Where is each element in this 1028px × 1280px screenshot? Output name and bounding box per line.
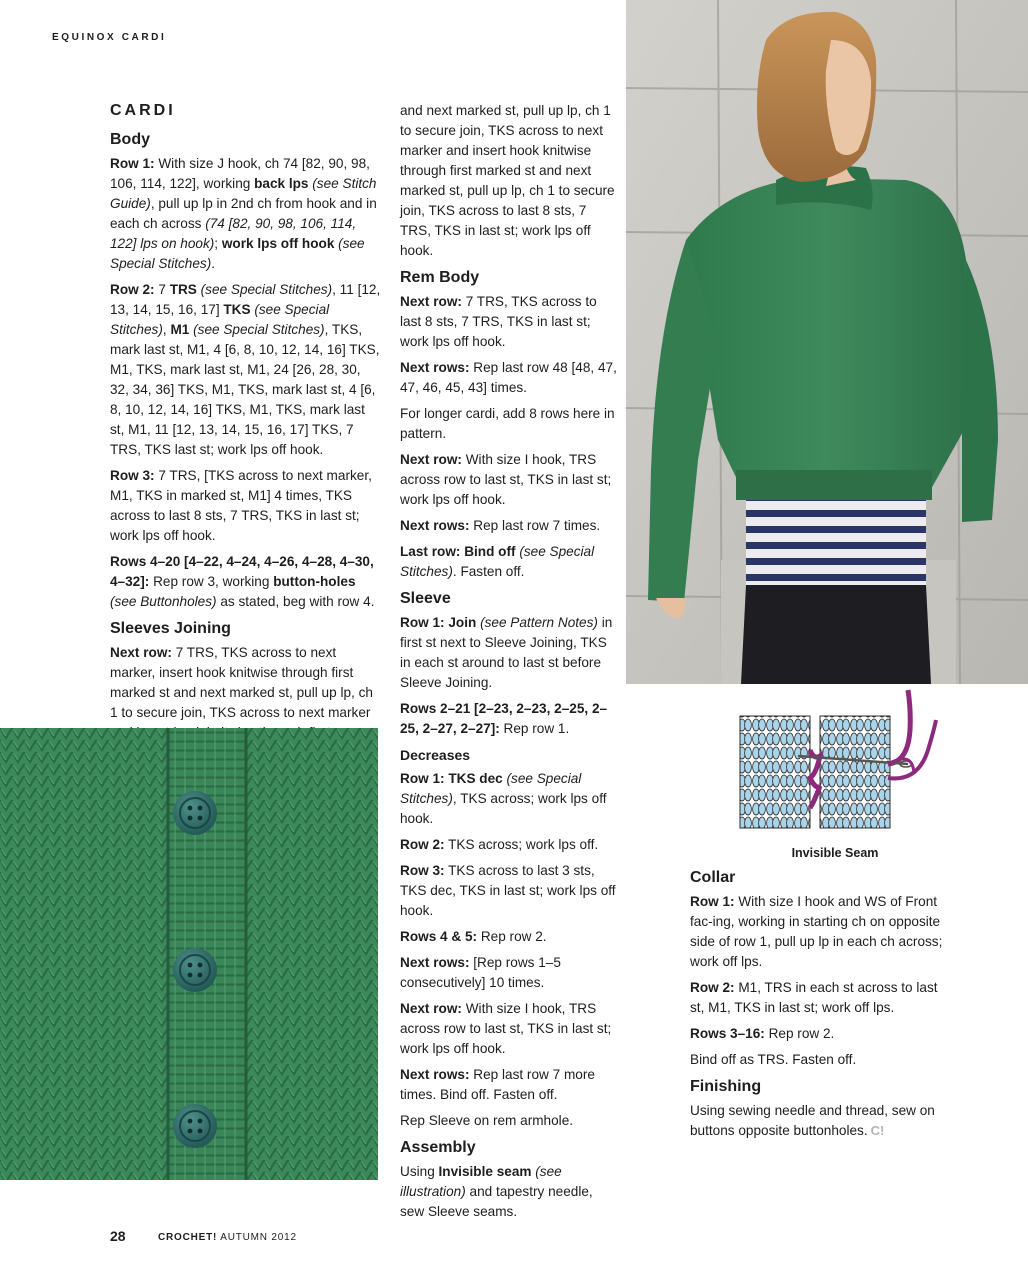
- collar-bind-off: Bind off as TRS. Fasten off.: [690, 1052, 857, 1067]
- rem-body-next-row: Next row: 7 TRS, TKS across to last 8 sts, 7 TRS, TKS in last st; work lps off hook.: [400, 294, 597, 349]
- rem-body-last-row: Last row: Bind off (see Special Stitches). Fasten off.: [400, 544, 595, 579]
- decreases-next-row: Next row: With size I hook, TRS across row to last st, TKS in last st; work lps off hook.: [400, 1001, 612, 1056]
- decreases-rep-sleeve: Rep Sleeve on rem armhole.: [400, 1113, 574, 1128]
- page-number: 28: [110, 1228, 126, 1244]
- button: [173, 948, 217, 992]
- knit-detail-art: [0, 728, 378, 1180]
- sleeves-joining-next-row: Next row: 7 TRS, TKS across to next marker, insert hook knitwise through first marked st and next marked st, pull up lp, ch 1 to secure join, TKS across to next marker: [110, 645, 373, 720]
- body-row-1: Row 1: With size J hook, ch 74 [82, 90, 98, 106, 114, 122], working back lps (see Stitch Guide), pull up lp in 2nd ch from hook and in each ch across (74 [82, 90, 98, 106, 114, 122] lps on hook); work lps off hook (see Special Stitches).: [110, 156, 377, 271]
- collar-rows-3-16: Rows 3–16: Rep row 2.: [690, 1026, 835, 1041]
- column-1: [110, 100, 382, 720]
- heading-body: Body: [110, 131, 150, 148]
- sleeves-joining-continued: and next marked st, pull up lp, ch 1 to secure join, TKS across to next marker and insert hook knitwise through first marked st and next marked st, pull up lp, ch 1 to secure join, TKS across to last 8 sts, 7 TRS, TKS in last st; work lps off hook.: [400, 103, 615, 258]
- rem-body-longer-note: For longer cardi, add 8 rows here in pattern.: [400, 406, 615, 441]
- heading-rem-body: Rem Body: [400, 269, 480, 286]
- invisible-seam-art: [738, 690, 938, 832]
- sleeve-row-1: Row 1: Join (see Pattern Notes) in first st next to Sleeve Joining, TKS in each st around to last st before Sleeve Joining.: [400, 615, 613, 690]
- heading-finishing: Finishing: [690, 1078, 762, 1095]
- issue-label: AUTUMN 2012: [220, 1232, 297, 1243]
- body-rows-4-20: Rows 4–20 [4–22, 4–24, 4–26, 4–28, 4–30, 4–32]: Rep row 3, working button-holes (see Buttonholes) as stated, beg with row 4.: [110, 554, 375, 609]
- heading-assembly: Assembly: [400, 1139, 476, 1156]
- rem-body-next-rows: Next rows: Rep last row 48 [48, 47, 47, 46, 45, 43] times.: [400, 360, 617, 395]
- knit-detail-photo: [0, 728, 378, 1180]
- decreases-row-2: Row 2: TKS across; work lps off.: [400, 837, 599, 852]
- heading-sleeve: Sleeve: [400, 590, 451, 607]
- illustration-caption: Invisible Seam: [791, 846, 879, 860]
- rem-body-next-row-2: Next row: With size I hook, TRS across row to last st, TKS in last st; work lps off hook.: [400, 452, 612, 507]
- finishing-text: Using sewing needle and thread, sew on buttons opposite buttonholes. C!: [690, 1101, 955, 1141]
- assembly-text: Using Invisible seam (see illustration) and tapestry needle, sew Sleeve seams.: [400, 1164, 593, 1219]
- decreases-next-rows: Next rows: [Rep rows 1–5 consecutively] 10 times.: [400, 955, 561, 990]
- heading-decreases: Decreases: [400, 747, 471, 763]
- decreases-row-3: Row 3: TKS across to last 3 sts, TKS dec, TKS in last st; work lps off hook.: [400, 863, 616, 918]
- section-title: CARDI: [110, 102, 176, 119]
- magazine-folio: [158, 1232, 297, 1243]
- decreases-next-rows-2: Next rows: Rep last row 7 more times. Bind off. Fasten off.: [400, 1067, 595, 1102]
- button: [173, 791, 217, 835]
- heading-sleeves-joining: Sleeves Joining: [110, 620, 231, 637]
- running-head: EQUINOX CARDI: [52, 32, 167, 43]
- body-row-3: Row 3: 7 TRS, [TKS across to next marker, M1, TKS in marked st, M1] 4 times, TKS across to last 8 sts, 7 TRS, TKS in last st; work lps off hook.: [110, 468, 372, 543]
- collar-row-2: Row 2: M1, TRS in each st across to last st, M1, TKS in last st; work off lps.: [690, 980, 938, 1015]
- model-photo-art: [626, 0, 1028, 684]
- sleeve-rows-2-21: Rows 2–21 [2–23, 2–23, 2–25, 2–25, 2–27, 2–27]: Rep row 1.: [400, 701, 608, 736]
- rem-body-next-rows-2: Next rows: Rep last row 7 times.: [400, 518, 601, 533]
- body-row-2: Row 2: 7 TRS (see Special Stitches), 11 [12, 13, 14, 15, 16, 17] TKS (see Special Stitches), M1 (see Special Stitches), TKS, mark last st, M1, 4 [6, 8, 10, 12, 14, 16] TKS, M1, TKS, mark last st, M1, 24 [26, 28, 30, 32, 34, 36] TKS, M1, TKS, mark last st, 4 [6, 8, 10, 12, 14, 16] TKS, M1, TKS, mark last st, M1, 11 [12, 13, 14, 15, 16, 17] TKS, 7 TRS, TKS last st; work lps off hook.: [110, 282, 381, 457]
- decreases-row-1: Row 1: TKS dec (see Special Stitches), TKS across; work lps off hook.: [400, 771, 607, 826]
- end-mark: C!: [870, 1123, 885, 1138]
- decreases-rows-4-5: Rows 4 & 5: Rep row 2.: [400, 929, 547, 944]
- model-photo: [626, 0, 1028, 684]
- column-2: [400, 101, 618, 1228]
- heading-collar: Collar: [690, 869, 736, 886]
- collar-row-1: Row 1: With size I hook and WS of Front fac-ing, working in starting ch on opposite side of row 1, pull up lp in each ch across; work off lps.: [690, 894, 943, 969]
- invisible-seam-illustration: [738, 690, 938, 832]
- magazine-name: CROCHET!: [158, 1232, 218, 1243]
- column-3: [690, 867, 955, 1147]
- button: [173, 1104, 217, 1148]
